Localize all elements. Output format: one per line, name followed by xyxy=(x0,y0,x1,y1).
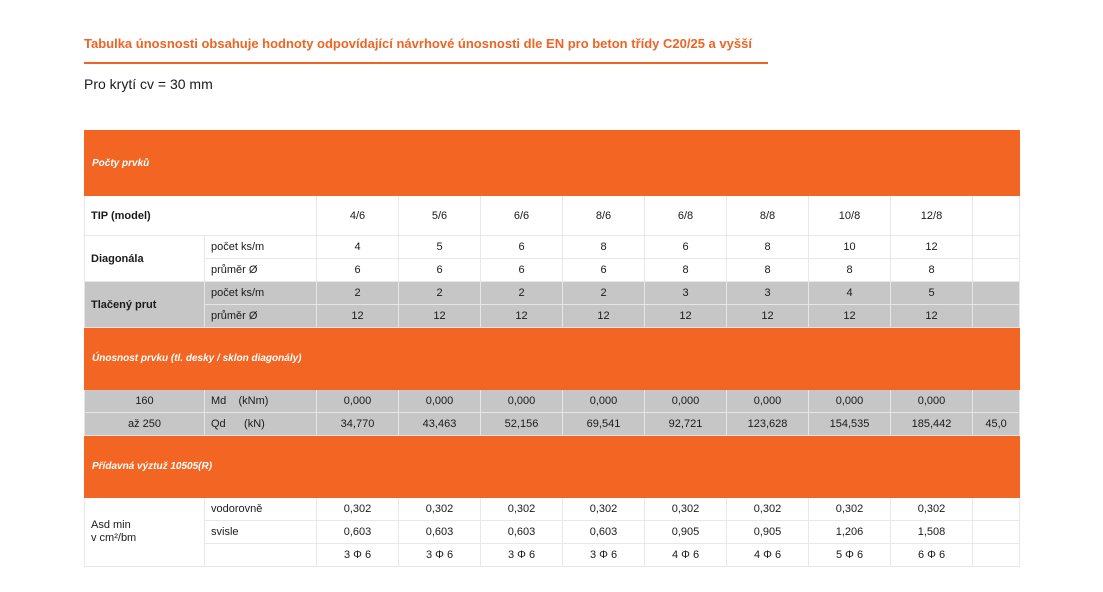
table-cell: 5 xyxy=(891,282,973,305)
capacity-row-qd xyxy=(85,413,1020,436)
table-cell: 4 Φ 6 xyxy=(645,544,727,567)
table-cell: 0,302 xyxy=(645,498,727,521)
capacity-table xyxy=(84,130,1020,567)
table-cell: 43,463 xyxy=(399,413,481,436)
table-cell: 8 xyxy=(727,259,809,282)
quantity-unit: (kN) xyxy=(244,418,265,430)
table-cell: 0,000 xyxy=(481,390,563,413)
quantity-unit: (kNm) xyxy=(238,395,269,407)
section-header-reinforcement xyxy=(85,436,1020,498)
empty-cell xyxy=(973,196,1020,236)
table-cell: 0,000 xyxy=(727,390,809,413)
extra-cell: 45,0 xyxy=(973,413,1020,436)
table-cell: 2 xyxy=(399,282,481,305)
table-cell: 10 xyxy=(809,236,891,259)
empty-cell xyxy=(973,236,1020,259)
table-cell: 8 xyxy=(563,236,645,259)
table-cell: 0,000 xyxy=(809,390,891,413)
table-cell: 6 Φ 6 xyxy=(891,544,973,567)
tip-label: TIP (model) xyxy=(85,196,317,236)
empty-cell xyxy=(205,544,317,567)
section-title: Únosnost prvku (tl. desky / sklon diagonály) xyxy=(85,328,1020,390)
table-cell: 12 xyxy=(809,305,891,328)
asd-label-line1: Asd min xyxy=(91,519,131,531)
empty-cell xyxy=(973,544,1020,567)
empty-cell xyxy=(973,498,1020,521)
empty-cell xyxy=(973,305,1020,328)
asd-vertical-row xyxy=(85,521,1020,544)
empty-cell xyxy=(973,282,1020,305)
table-cell: 2 xyxy=(481,282,563,305)
thickness-cell: až 250 xyxy=(85,413,205,436)
table-cell: 2 xyxy=(563,282,645,305)
table-cell: 3 Φ 6 xyxy=(563,544,645,567)
table-cell: 69,541 xyxy=(563,413,645,436)
table-cell: 0,302 xyxy=(317,498,399,521)
table-cell: 8 xyxy=(645,259,727,282)
capacity-row-md xyxy=(85,390,1020,413)
table-cell: 3 Φ 6 xyxy=(399,544,481,567)
table-cell: 8 xyxy=(809,259,891,282)
empty-cell xyxy=(973,259,1020,282)
cover-subtitle: Pro krytí cv = 30 mm xyxy=(84,76,213,92)
table-cell: 3 Φ 6 xyxy=(481,544,563,567)
table-cell: 12 xyxy=(317,305,399,328)
table-cell: 0,000 xyxy=(645,390,727,413)
asd-horizontal-row xyxy=(85,498,1020,521)
table-cell: 0,603 xyxy=(399,521,481,544)
table-cell: 52,156 xyxy=(481,413,563,436)
asd-label xyxy=(85,498,205,567)
tip-cell: 6/8 xyxy=(645,196,727,236)
table-cell: 0,905 xyxy=(727,521,809,544)
tip-cell: 8/8 xyxy=(727,196,809,236)
diagonal-count-row xyxy=(85,236,1020,259)
table-cell: 12 xyxy=(891,305,973,328)
tip-cell: 12/8 xyxy=(891,196,973,236)
row-label: počet ks/m xyxy=(205,282,317,305)
table-cell: 1,206 xyxy=(809,521,891,544)
table-cell: 5 Φ 6 xyxy=(809,544,891,567)
strut-diameter-row xyxy=(85,305,1020,328)
section-header-capacity xyxy=(85,328,1020,390)
table-cell: 6 xyxy=(645,236,727,259)
table-cell: 154,535 xyxy=(809,413,891,436)
diagonal-label: Diagonála xyxy=(85,236,205,282)
row-label: vodorovně xyxy=(205,498,317,521)
table-cell: 12 xyxy=(399,305,481,328)
table-cell: 8 xyxy=(727,236,809,259)
table-cell: 12 xyxy=(481,305,563,328)
diagonal-diameter-row xyxy=(85,259,1020,282)
table-cell: 3 Φ 6 xyxy=(317,544,399,567)
table-cell: 185,442 xyxy=(891,413,973,436)
tip-cell: 10/8 xyxy=(809,196,891,236)
quantity-symbol: Qd xyxy=(211,418,226,430)
table-cell: 3 xyxy=(645,282,727,305)
quantity-label xyxy=(205,390,317,413)
section-title: Počty prvků xyxy=(85,131,1020,196)
table-cell: 0,000 xyxy=(317,390,399,413)
table-cell: 0,302 xyxy=(891,498,973,521)
table-cell: 0,603 xyxy=(481,521,563,544)
table-cell: 6 xyxy=(481,236,563,259)
table-heading: Tabulka únosnosti obsahuje hodnoty odpovídající návrhové únosnosti dle EN pro beton třídy C20/25 a vyšší xyxy=(84,36,752,51)
table-cell: 5 xyxy=(399,236,481,259)
extra-cell xyxy=(973,390,1020,413)
thickness-cell: 160 xyxy=(85,390,205,413)
table-cell: 4 xyxy=(317,236,399,259)
table-cell: 6 xyxy=(317,259,399,282)
table-cell: 1,508 xyxy=(891,521,973,544)
heading-underline xyxy=(84,62,768,64)
strut-count-row xyxy=(85,282,1020,305)
quantity-label xyxy=(205,413,317,436)
table-cell: 6 xyxy=(481,259,563,282)
table-cell: 0,905 xyxy=(645,521,727,544)
quantity-symbol: Md xyxy=(211,395,227,407)
row-label: průměr Ø xyxy=(205,259,317,282)
tip-cell: 8/6 xyxy=(563,196,645,236)
asd-bars-row xyxy=(85,544,1020,567)
table-cell: 123,628 xyxy=(727,413,809,436)
table-cell: 8 xyxy=(891,259,973,282)
table-cell: 0,302 xyxy=(399,498,481,521)
tip-cell: 5/6 xyxy=(399,196,481,236)
table-cell: 12 xyxy=(645,305,727,328)
row-label: počet ks/m xyxy=(205,236,317,259)
table-cell: 12 xyxy=(727,305,809,328)
table-cell: 12 xyxy=(563,305,645,328)
tip-cell: 6/6 xyxy=(481,196,563,236)
table-cell: 0,000 xyxy=(891,390,973,413)
table-cell: 6 xyxy=(563,259,645,282)
row-label: svisle xyxy=(205,521,317,544)
table-cell: 0,302 xyxy=(563,498,645,521)
asd-label-line2: v cm²/bm xyxy=(91,532,137,544)
tip-row xyxy=(85,196,1020,236)
table-cell: 2 xyxy=(317,282,399,305)
table-cell: 4 Φ 6 xyxy=(727,544,809,567)
table-cell: 0,000 xyxy=(563,390,645,413)
table-cell: 0,000 xyxy=(399,390,481,413)
tip-cell: 4/6 xyxy=(317,196,399,236)
section-header-counts xyxy=(85,131,1020,196)
table-cell: 0,302 xyxy=(481,498,563,521)
table-cell: 3 xyxy=(727,282,809,305)
section-title: Přídavná výztuž 10505(R) xyxy=(85,436,1020,498)
table-cell: 92,721 xyxy=(645,413,727,436)
table-cell: 34,770 xyxy=(317,413,399,436)
strut-label: Tlačený prut xyxy=(85,282,205,328)
table-cell: 6 xyxy=(399,259,481,282)
table-cell: 12 xyxy=(891,236,973,259)
table-cell: 0,603 xyxy=(317,521,399,544)
table-cell: 0,603 xyxy=(563,521,645,544)
table-cell: 0,302 xyxy=(809,498,891,521)
empty-cell xyxy=(973,521,1020,544)
row-label: průměr Ø xyxy=(205,305,317,328)
table-cell: 4 xyxy=(809,282,891,305)
table-cell: 0,302 xyxy=(727,498,809,521)
